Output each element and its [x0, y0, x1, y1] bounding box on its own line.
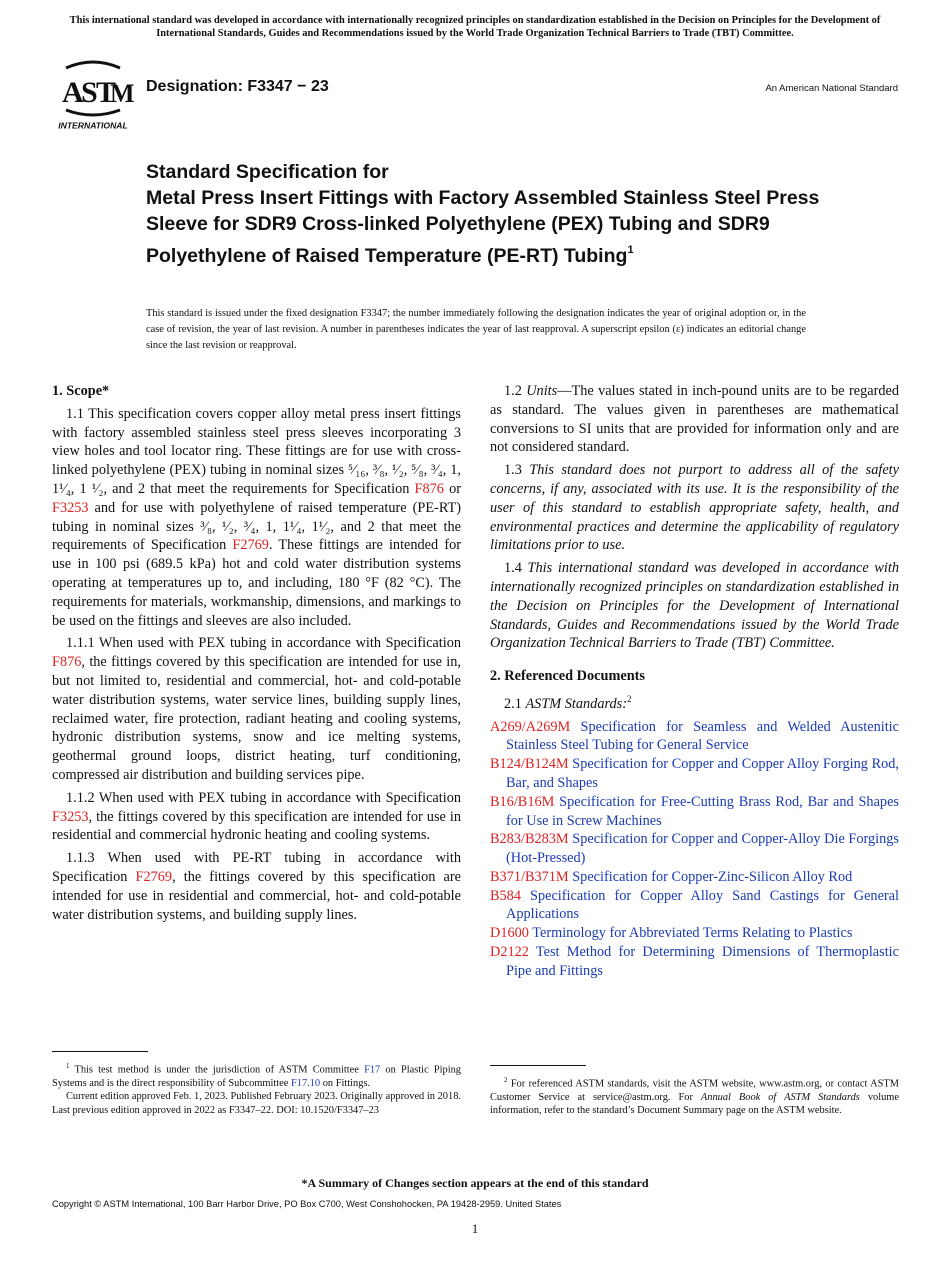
page-number: 1 [471, 1221, 479, 1236]
list-item[interactable]: B16/B16M Specification for Free-Cutting Brass Rod, Bar and Shapes for Use in Screw Machines [490, 793, 899, 829]
astm-international-logo [52, 58, 134, 130]
link-f2769[interactable]: F2769 [232, 537, 269, 554]
designation: Designation: F3347 − 23 [146, 78, 329, 95]
svg-text:A: A [62, 76, 81, 109]
link-f876[interactable]: F876 [52, 654, 82, 671]
link-f17-10[interactable]: F17.10 [290, 1077, 321, 1089]
para-1-1: 1.1 This specification covers copper alloy metal press insert fittings with factory assembled stainless steel press sleeves incorporating 3 view holes and tool locator ring. These fittings are for use with cross-linked polyethylene (PEX) tubing in nominal sizes ⁵⁄₁₆, ³⁄₈, ¹⁄₂, ⁵⁄₈, ³⁄₄, 1, 1¹⁄₄, 1 ¹⁄₂, and 2 that meet the requirements for Specification F876 or F3253 and for use with polyethylene of raised temperature (PE-RT) tubing in nominal sizes ³⁄₈, ¹⁄₂, ³⁄₄, 1, 1¹⁄₄, 1¹⁄₂, and 2 that meet the requirements of Specification F2769. These fittings are intended for use in 100 psi (689.5 kPa) hot and cold water distribution systems operating at temperatures up to, and including, 180 °F (82 °C). The requirements for materials, workmanship, dimensions, and markings to be used on the fittings and sleeves are also included. [52, 405, 462, 629]
list-item[interactable]: B584 Specification for Copper Alloy Sand Castings for General Applications [490, 887, 899, 923]
para-1-4: 1.4 This international standard was developed in accordance with internationally recognized principles on standardization established in the Decision on Principles for the Development of International Standards, Guides and Recommendations issued by the World Trade Organization Technical Barriers to Trade (TBT) Committee. [490, 560, 899, 652]
scope-heading: 1. Scope* [52, 383, 110, 399]
para-1-1-3: 1.1.3 When used with PE-RT tubing in accordance with Specification F2769, the fittings covered by this specification are intended for use in residential and commercial, hot- and cold-potable water distribution systems, and building supply lines. [52, 850, 461, 923]
tbt-notice: This international standard was developed in accordance with internationally recognized principles on standardization established in the Decision on Principles for the Development of International Standards, Guides and Recommendations issued by the World Trade Organization Technical Barriers to Trade (TBT) Committee. [69, 15, 881, 39]
footnote-divider [52, 1051, 148, 1052]
svg-text:M: M [110, 79, 132, 108]
link-f2769[interactable]: F2769 [135, 868, 173, 885]
list-item[interactable]: B371/B371M Specification for Copper-Zinc-Silicon Alloy Rod [490, 868, 853, 885]
logo-label: INTERNATIONAL [58, 120, 128, 130]
list-item[interactable]: D1600 Terminology for Abbreviated Terms Relating to Plastics [490, 925, 853, 942]
american-national-standard: An American National Standard [765, 83, 898, 94]
footnote-2: $^2$ For referenced ASTM standards, visit the ASTM website, www.astm.org, or contact ASTM Customer Service at service@astm.org. For Annual Book of ASTM Standards volume information, refer to the standard’s Document Summary page on the ASTM website. [490, 1076, 899, 1117]
link-f876[interactable]: F876 [414, 480, 444, 497]
para-1-1-2: 1.1.2 When used with PEX tubing in accordance with Specification F3253, the fittings covered by this specification are intended for use in residential and commercial hydronic heating and cooling systems. [52, 789, 461, 844]
link-f3253[interactable]: F3253 [52, 499, 89, 516]
left-column [52, 382, 461, 928]
referenced-documents-heading: 2. Referenced Documents [490, 668, 645, 685]
title-line1: Standard Specification for [146, 161, 389, 183]
reference-list [490, 718, 899, 981]
footnote-1: $^1$ This test method is under the jurisdiction of ASTM Committee F17 on Plastic Piping Systems and is the direct responsibility of Subcommittee F17.10 on Fittings. Current edition approved Feb. 1, 2023. Published February 2023. Originally approved in 2018. Last previous edition approved in 2022 as F3347–22. DOI: 10.1520/F3347–23 [52, 1062, 461, 1116]
link-f3253[interactable]: F3253 [52, 808, 89, 825]
footnote-divider [490, 1065, 586, 1066]
astm-standards-subheading: 2.1 ASTM Standards:$^2$ [504, 693, 632, 712]
link-f17[interactable]: F17 [364, 1064, 381, 1076]
para-1-1-1: 1.1.1 When used with PEX tubing in accordance with Specification F876, the fittings covered by this specification are intended for use in, but not limited to, residential and commercial, hot- and cold-potable water distribution systems, water service lines, building supply lines, reclaimed water, fire protection, radiant heating and cooling systems, hydronic distribution systems, snow and ice melting systems, geothermal ground loops, district heating, turf conditioning, compressed air distribution and building services pipe. [52, 635, 461, 783]
summary-of-changes-note: *A Summary of Changes section appears at the end of this standard [301, 1176, 649, 1190]
list-item[interactable]: B283/B283M Specification for Copper and Copper-Alloy Die Forgings (Hot-Pressed) [490, 831, 899, 867]
list-item[interactable]: D2122 Test Method for Determining Dimensions of Thermoplastic Pipe and Fittings [490, 944, 899, 979]
list-item[interactable]: A269/A269M Specification for Seamless and Welded Austenitic Stainless Steel Tubing for General Service [490, 718, 899, 754]
right-column [490, 382, 899, 981]
copyright: Copyright © ASTM International, 100 Barr Harbor Drive, PO Box C700, West Conshohocken, PA 19428-2959. United States [52, 1199, 562, 1209]
list-item[interactable]: B124/B124M Specification for Copper and Copper Alloy Forging Rod, Bar, and Shapes [490, 756, 899, 791]
page-title [146, 159, 866, 269]
para-1-3: 1.3 This standard does not purport to address all of the safety concerns, if any, associated with its use. It is the responsibility of the user of this standard to establish appropriate safety, health, and environmental practices and determine the applicability of regulatory limitations prior to use. [490, 462, 899, 554]
title-rest: Metal Press Insert Fittings with Factory Assembled Stainless Steel Press Sleeve for SDR9 Cross-linked Polyethylene (PEX) Tubing and SDR9 Polyethylene of Raised Temperature (PE-RT) Tubing [146, 187, 820, 267]
para-1-2: 1.2 Units—The values stated in inch-pound units are to be regarded as standard. The values given in parentheses are mathematical conversions to SI units that are provided for information only and are not considered standard. [490, 383, 899, 456]
issued-note: This standard is issued under the fixed designation F3347; the number immediately following the designation indicates the year of original adoption or, in the case of revision, the year of last revision. A number in parentheses indicates the year of last reapproval. A superscript epsilon (ε) indicates an editorial change since the last revision or reapproval. [146, 308, 806, 351]
title-footnote-mark: 1 [627, 244, 634, 256]
svg-text:T: T [96, 76, 114, 109]
svg-text:S: S [81, 76, 95, 109]
